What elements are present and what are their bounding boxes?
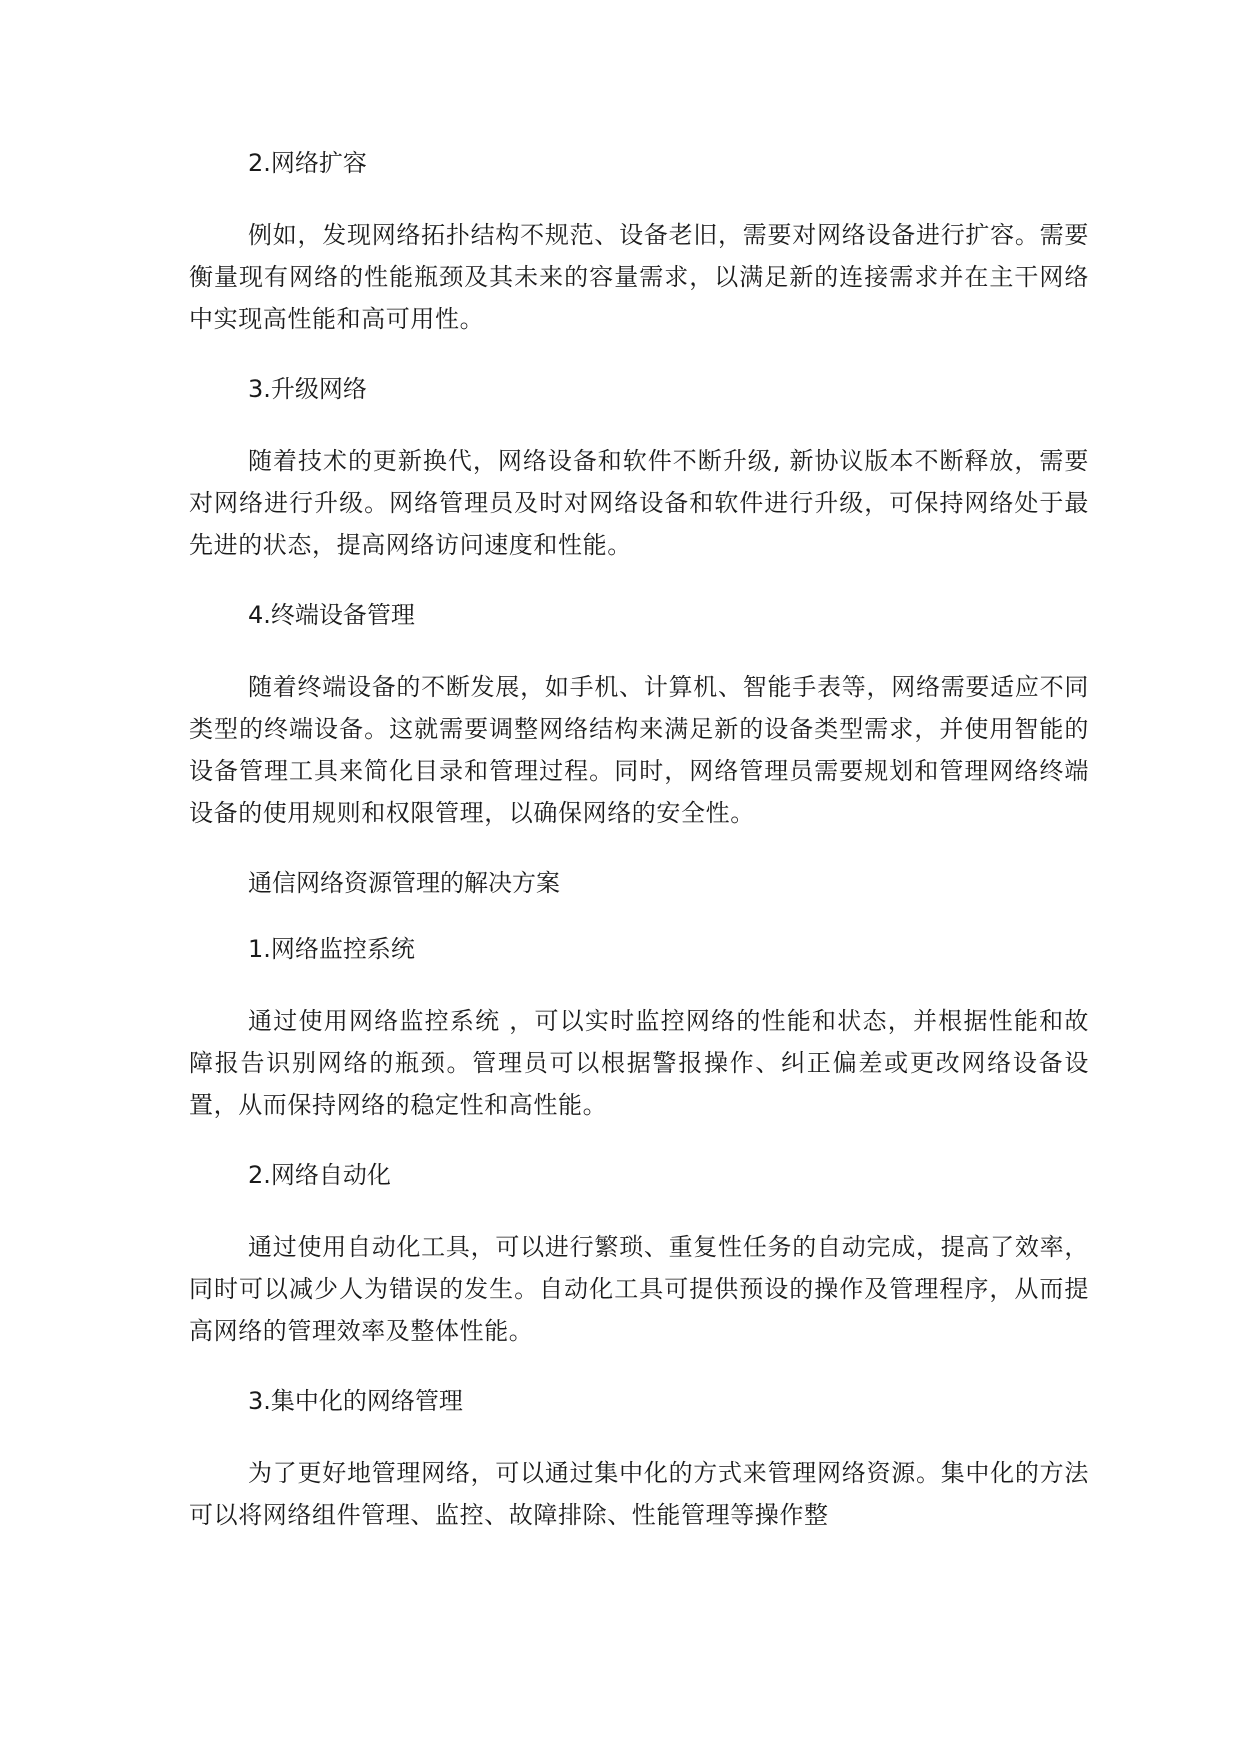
paragraph-terminal-device-management: 随着终端设备的不断发展，如手机、计算机、智能手表等，网络需要适应不同类型的终端设备。这就需要调整网络结构来满足新的设备类型需求，并使用智能的设备管理工具来简化目录和管理过程。同时，网络管理员需要规划和管理网络终端设备的使用规则和权限管理，以确保网络的安全性。 [189,673,1089,827]
paragraph-network-automation: 通过使用自动化工具，可以进行繁琐、重复性任务的自动完成，提高了效率，同时可以减少人为错误的发生。自动化工具可提供预设的操作及管理程序，从而提高网络的管理效率及整体性能。 [189,1233,1089,1345]
paragraph-upgrade-network: 随着技术的更新换代，网络设备和软件不断升级, 新协议版本不断释放，需要对网络进行升级。网络管理员及时对网络设备和软件进行升级，可保持网络处于最先进的状态，提高网络访问速度和性能。 [189,447,1089,559]
heading-terminal-device-management: 4.终端设备管理 [248,601,415,629]
heading-upgrade-network: 3.升级网络 [248,375,367,403]
paragraph-network-monitoring: 通过使用网络监控系统 ，可以实时监控网络的性能和状态，并根据性能和故障报告识别网络的瓶颈。管理员可以根据警报操作、纠正偏差或更改网络设备设置，从而保持网络的稳定性和高性能。 [189,1007,1089,1119]
heading-solutions: 通信网络资源管理的解决方案 [248,869,560,897]
heading-centralized-management: 3.集中化的网络管理 [248,1387,463,1415]
heading-network-automation: 2.网络自动化 [248,1161,391,1189]
document-page [189,148,1089,1728]
heading-network-monitoring: 1.网络监控系统 [248,935,415,963]
heading-network-expansion: 2.网络扩容 [248,149,367,177]
paragraph-network-expansion: 例如，发现网络拓扑结构不规范、设备老旧，需要对网络设备进行扩容。需要衡量现有网络的性能瓶颈及其未来的容量需求，以满足新的连接需求并在主干网络中实现高性能和高可用性。 [189,221,1089,333]
paragraph-centralized-management: 为了更好地管理网络，可以通过集中化的方式来管理网络资源。集中化的方法可以将网络组件管理、监控、故障排除、性能管理等操作整 [189,1459,1089,1529]
